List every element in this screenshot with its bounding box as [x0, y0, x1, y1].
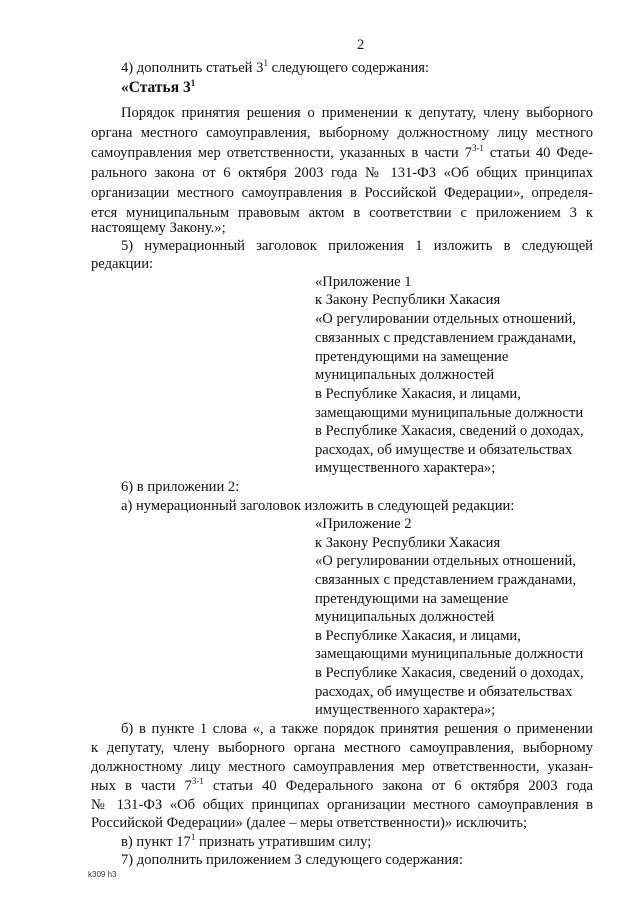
appendix-1-line: в Республике Хакасия, и лицами,	[315, 386, 521, 402]
item-7: 7) дополнить приложением 3 следующего содержания:	[121, 852, 463, 868]
item-5-line: 5) нумерационный заголовок приложения 1 изложить в следующей	[121, 238, 593, 254]
appendix-1-line: замещающими муниципальные должности	[315, 405, 584, 421]
item-4: 4) дополнить статьей $3^1$ следующего содержания:	[121, 58, 430, 76]
appendix-1-line: расходах, об имуществе и обязательствах	[315, 442, 573, 458]
appendix-1-line: в Республике Хакасия, сведений о доходах,	[315, 423, 584, 439]
appendix-1-line: имущественного характера»;	[315, 460, 496, 476]
appendix-2-line: «О регулировании отдельных отношений,	[315, 553, 576, 569]
appendix-1-line: «О регулировании отдельных отношений,	[315, 311, 576, 327]
item-6: 6) в приложении 2:	[121, 479, 240, 495]
appendix-2-line: расходах, об имуществе и обязательствах	[315, 684, 573, 700]
item-6b-line: б) в пункте 1 слова «, а также порядок принятия решения о применении	[121, 721, 593, 737]
appendix-2-line: имущественного характера»;	[315, 702, 496, 718]
item-6b-line: к депутату, члену выборного органа местного самоуправления, выборному	[91, 740, 593, 756]
article-body-line: самоуправления мер ответственности, указанных в части 7$^{3-1}$ статьи 40 Феде-	[91, 143, 593, 161]
appendix-1-line: претендующими на замещение	[315, 349, 509, 365]
appendix-2-line: связанных с представлением гражданами,	[315, 572, 577, 588]
article-body-line: настоящему Закону.»;	[91, 220, 226, 236]
article-body-line: Порядок принятия решения о применении к депутату, члену выборного	[121, 105, 593, 121]
item-5-line: редакции:	[91, 256, 154, 272]
item-6b-line: Российской Федерации» (далее – меры ответственности)» исключить;	[91, 815, 528, 831]
article-body-line: органа местного самоуправления, выборному должностному лицу местного	[91, 125, 593, 141]
appendix-1-line: муниципальных должностей	[315, 367, 495, 383]
appendix-2-line: «Приложение 2	[315, 516, 412, 532]
item-6b-line: ных в части 7$^{3-1}$ статьи 40 Федерального закона от 6 октября 2003 года	[91, 776, 594, 794]
appendix-1-line: связанных с представлением гражданами,	[315, 330, 577, 346]
article-body-line: организации местного самоуправления в Российской Федерации», определя-	[91, 185, 593, 201]
appendix-2-line: к Закону Республики Хакасия	[315, 535, 501, 551]
item-6c: в) пункт $17^1$ признать утратившим силу;	[121, 832, 372, 850]
appendix-1-line: «Приложение 1	[315, 274, 412, 290]
item-6a: а) нумерационный заголовок изложить в следующей редакции:	[121, 498, 515, 514]
appendix-2-line: в Республике Хакасия, сведений о доходах,	[315, 665, 584, 681]
appendix-2-line: в Республике Хакасия, и лицами,	[315, 628, 521, 644]
item-6b-line: № 131-ФЗ «Об общих принципах организации местного самоуправления в	[91, 797, 593, 813]
article-heading: «Статья $3^1$	[121, 78, 196, 96]
article-body-line: ется муниципальным правовым актом в соответствии с приложением 3 к	[91, 205, 593, 221]
appendix-2-line: замещающими муниципальные должности	[315, 646, 584, 662]
article-body-line: рального закона от 6 октября 2003 года № 131-ФЗ «Об общих принципах	[91, 165, 593, 181]
item-6b-line: должностному лицу местного самоуправления мер ответственности, указан-	[91, 759, 593, 775]
footer-code: k309 h3	[88, 870, 117, 879]
page-number: 2	[357, 37, 365, 53]
appendix-2-line: муниципальных должностей	[315, 609, 495, 625]
appendix-2-line: претендующими на замещение	[315, 591, 509, 607]
appendix-1-line: к Закону Республики Хакасия	[315, 292, 501, 308]
